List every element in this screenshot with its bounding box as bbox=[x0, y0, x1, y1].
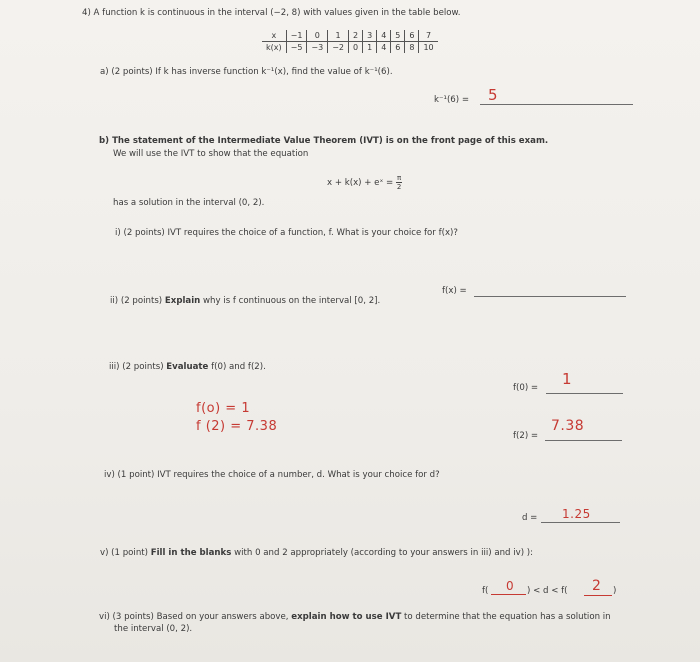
inequality-line-2 bbox=[584, 595, 612, 596]
d-answer: 1.25 bbox=[562, 507, 591, 521]
part-a-answer-line bbox=[480, 104, 633, 105]
f2-answer-line bbox=[545, 440, 622, 441]
part-b-intro-line2: We will use the IVT to show that the equation bbox=[113, 149, 309, 159]
part-vi-bold: explain how to use IVT bbox=[291, 612, 402, 622]
table-cell: 2 bbox=[349, 30, 363, 42]
work-f2: f (2) = 7.38 bbox=[196, 419, 278, 434]
part-i-question: i) (2 points) IVT requires the choice of a function, f. What is your choice for f(x)? bbox=[115, 228, 458, 238]
part-vi-question bbox=[99, 612, 611, 622]
table-cell: 4 bbox=[377, 42, 391, 54]
table-cell: −3 bbox=[307, 42, 328, 54]
table-cell: 0 bbox=[307, 30, 328, 42]
table-cell: 10 bbox=[419, 42, 438, 54]
part-a-question: a) (2 points) If k has inverse function k⁻¹(x), find the value of k⁻¹(6). bbox=[100, 67, 393, 77]
f0-answer-line bbox=[546, 393, 623, 394]
table-cell: 1 bbox=[328, 30, 349, 42]
part-i-answer-line bbox=[474, 296, 626, 297]
f2-label: f(2) = bbox=[513, 431, 539, 441]
part-iii-prefix: iii) (2 points) bbox=[109, 362, 164, 372]
problem-intro: 4) A function k is continuous in the interval (−2, 8) with values given in the table below. bbox=[82, 8, 461, 18]
part-iii-suffix: f(0) and f(2). bbox=[211, 362, 266, 372]
equation-left: x + k(x) + eˣ = bbox=[327, 178, 394, 188]
part-v-question bbox=[100, 548, 533, 558]
table-cell: 6 bbox=[391, 42, 405, 54]
part-iii-bold: Evaluate bbox=[166, 362, 209, 372]
work-f0: f(o) = 1 bbox=[196, 401, 251, 416]
part-iii-question bbox=[109, 362, 266, 372]
d-answer-line bbox=[541, 522, 620, 523]
part-i-answer-label: f(x) = bbox=[442, 286, 467, 296]
part-ii-suffix: why is f continuous on the interval [0, 2]. bbox=[203, 296, 381, 306]
table-row-x bbox=[262, 30, 438, 42]
pi-over-two bbox=[396, 174, 402, 191]
part-a-answer-label: k⁻¹(6) = bbox=[434, 95, 470, 105]
d-label: d = bbox=[522, 513, 538, 523]
part-vi-suffix: to determine that the equation has a solution in bbox=[404, 612, 611, 622]
table-cell: 7 bbox=[419, 30, 438, 42]
part-b-intro: b) The statement of the Intermediate Value Theorem (IVT) is on the front page of this exam. bbox=[99, 136, 549, 146]
part-ii-question bbox=[110, 296, 380, 306]
inequality-blank-1: 0 bbox=[506, 579, 515, 593]
inequality-blank-2: 2 bbox=[592, 578, 602, 594]
table-cell: 5 bbox=[391, 30, 405, 42]
part-iv-question: iv) (1 point) IVT requires the choice of a number, d. What is your choice for d? bbox=[104, 470, 440, 480]
fraction-denominator: 2 bbox=[396, 183, 402, 191]
table-cell: 4 bbox=[377, 30, 391, 42]
part-a-answer: 5 bbox=[488, 86, 499, 104]
inequality-close: ) bbox=[613, 586, 617, 596]
f0-answer: 1 bbox=[562, 370, 573, 388]
table-cell: 1 bbox=[363, 42, 377, 54]
table-row-kx bbox=[262, 42, 438, 54]
table-cell: −1 bbox=[286, 30, 307, 42]
part-v-bold: Fill in the blanks bbox=[150, 548, 232, 558]
table-cell: 8 bbox=[405, 42, 419, 54]
part-ii-prefix: ii) (2 points) bbox=[110, 296, 163, 306]
table-cell: −5 bbox=[286, 42, 307, 54]
part-vi-prefix: vi) (3 points) Based on your answers above, bbox=[99, 612, 289, 622]
table-cell: 6 bbox=[405, 30, 419, 42]
table-cell: −2 bbox=[328, 42, 349, 54]
table-row-label: x bbox=[262, 30, 286, 42]
inequality-line-1 bbox=[491, 594, 526, 595]
part-vi-line2: the interval (0, 2). bbox=[114, 624, 193, 634]
part-v-suffix: with 0 and 2 appropriately (according to your answers in iii) and iv) ): bbox=[234, 548, 534, 558]
f0-label: f(0) = bbox=[513, 383, 539, 393]
part-v-prefix: v) (1 point) bbox=[100, 548, 148, 558]
values-table bbox=[262, 30, 438, 53]
f2-answer: 7.38 bbox=[551, 418, 585, 434]
inequality-open: f( bbox=[482, 586, 489, 596]
solution-interval-text: has a solution in the interval (0, 2). bbox=[113, 198, 265, 208]
table-cell: 0 bbox=[349, 42, 363, 54]
table-row-label: k(x) bbox=[266, 43, 282, 52]
fraction-numerator: π bbox=[396, 174, 402, 182]
table-cell: 3 bbox=[363, 30, 377, 42]
part-ii-bold: Explain bbox=[164, 296, 201, 306]
ivt-equation bbox=[327, 174, 402, 191]
inequality-mid: ) < d < f( bbox=[527, 586, 568, 596]
